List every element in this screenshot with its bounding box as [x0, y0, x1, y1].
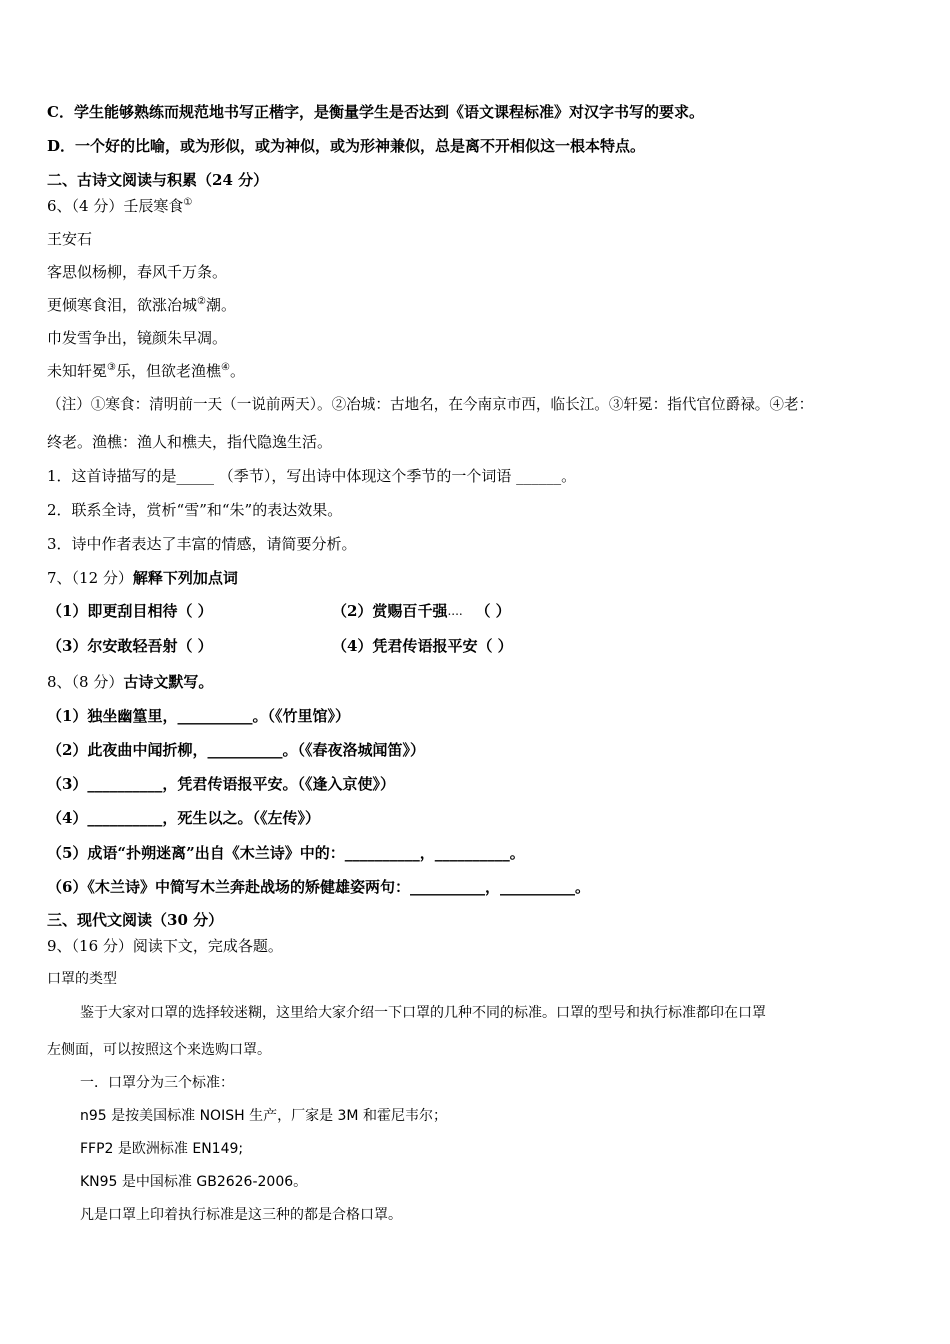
q7-item-2-blank: （ ）: [475, 602, 511, 620]
poem-line-4-b: 乐，但欲老渔樵: [115, 362, 221, 380]
q8-item-2: （2）此夜曲中闻折柳，__________。（《春夜洛城闻笛》）: [47, 741, 425, 759]
poem-line-2-a: 更倾寒食泪，欲涨冶城: [47, 296, 198, 314]
poem-line-2-b: 潮。: [205, 296, 236, 314]
poem-line-4-c: 。: [229, 362, 245, 380]
q8-item-1: （1）独坐幽篁里，__________。（《竹里馆》）: [47, 707, 350, 725]
q6-notes-line-1: （注）①寒食：清明前一天（一说前两天）。②冶城：古地名，在今南京市西，临长江。③轩冕：指代官位爵禄。④老：: [47, 396, 814, 413]
standard-kn95: KN95 是中国标准 GB2626-2006。: [80, 1174, 308, 1190]
footnote-marker: ③: [107, 362, 116, 373]
q8-prefix: 8、（8 分）: [47, 673, 124, 691]
passage-title: 口罩的类型: [47, 971, 117, 987]
poem-line-4: [47, 361, 245, 381]
standard-ffp2: FFP2 是欧洲标准 EN149;: [80, 1141, 244, 1157]
q6-title-text: 6、（4 分）壬辰寒食: [47, 197, 184, 215]
q6-item-1: 1．这首诗描写的是_____ （季节），写出诗中体现这个季节的一个词语 ______。: [47, 467, 577, 485]
q8-item-3: （3）__________，凭君传语报平安。（《逢入京使》）: [47, 775, 395, 793]
section2-heading: 二、古诗文阅读与积累（24 分）: [47, 171, 269, 189]
q7-item-4: （4）凭君传语报平安（ ）: [332, 637, 513, 655]
section3-heading: 三、现代文阅读（30 分）: [47, 911, 224, 929]
passage-para-1-line-1: 鉴于大家对口罩的选择较迷糊，这里给大家介绍一下口罩的几种不同的标准。口罩的型号和执行标准都印在口罩: [80, 1005, 766, 1021]
footnote-marker: ④: [221, 362, 230, 373]
q6-author: 王安石: [47, 230, 93, 248]
q9-title: 9、（16 分）阅读下文，完成各题。: [47, 937, 283, 955]
q6-item-2: 2．联系全诗，赏析“雪”和“朱”的表达效果。: [47, 501, 343, 519]
footnote-marker: ①: [183, 197, 193, 208]
q8-item-6: （6）《木兰诗》中简写木兰奔赴战场的矫健雄姿两句：__________，__________。: [47, 878, 590, 896]
q7-item-2: [332, 601, 511, 621]
q6-notes-line-2: 终老。渔樵：渔人和樵夫，指代隐逸生活。: [47, 433, 333, 451]
q8-title: [47, 672, 213, 692]
passage-conclusion: 凡是口罩上印着执行标准是这三种的都是合格口罩。: [80, 1207, 402, 1223]
q7-item-2-text: （2）赏赐百千强: [332, 602, 448, 620]
poem-line-3: 巾发雪争出，镜颜朱早凋。: [47, 329, 228, 347]
standard-n95: n95 是按美国标准 NOISH 生产，厂家是 3M 和霍尼韦尔；: [80, 1108, 447, 1124]
passage-subheading: 一．口罩分为三个标准：: [80, 1075, 234, 1091]
q7-instruction: 解释下列加点词: [132, 569, 238, 587]
emphasis-dots: ....: [447, 604, 463, 618]
q7-item-1: （1）即更刮目相待（ ）: [47, 602, 213, 620]
poem-line-4-a: 未知轩冕: [47, 362, 108, 380]
poem-line-1: 客思似杨柳，春风千万条。: [47, 263, 228, 281]
q8-item-5: （5）成语“扑朔迷离”出自《木兰诗》中的：__________，__________。: [47, 844, 525, 862]
passage-para-1-line-2: 左侧面，可以按照这个来选购口罩。: [47, 1042, 271, 1058]
q5-option-c: C．学生能够熟练而规范地书写正楷字，是衡量学生是否达到《语文课程标准》对汉字书写的要求。: [47, 103, 704, 121]
q6-item-3: 3．诗中作者表达了丰富的情感，请简要分析。: [47, 535, 357, 553]
q8-item-4: （4）__________，死生以之。（《左传》）: [47, 809, 320, 827]
footnote-marker: ②: [197, 296, 206, 307]
poem-line-2: [47, 295, 236, 315]
q8-instruction: 古诗文默写。: [123, 673, 214, 691]
q7-prefix: 7、（12 分）: [47, 569, 133, 587]
q7-title: [47, 568, 238, 588]
q5-option-d: D．一个好的比喻，或为形似，或为神似，或为形神兼似，总是离不开相似这一根本特点。: [47, 137, 646, 155]
q6-title: [47, 196, 192, 216]
q7-item-3: （3）尔安敢轻吾射（ ）: [47, 637, 213, 655]
